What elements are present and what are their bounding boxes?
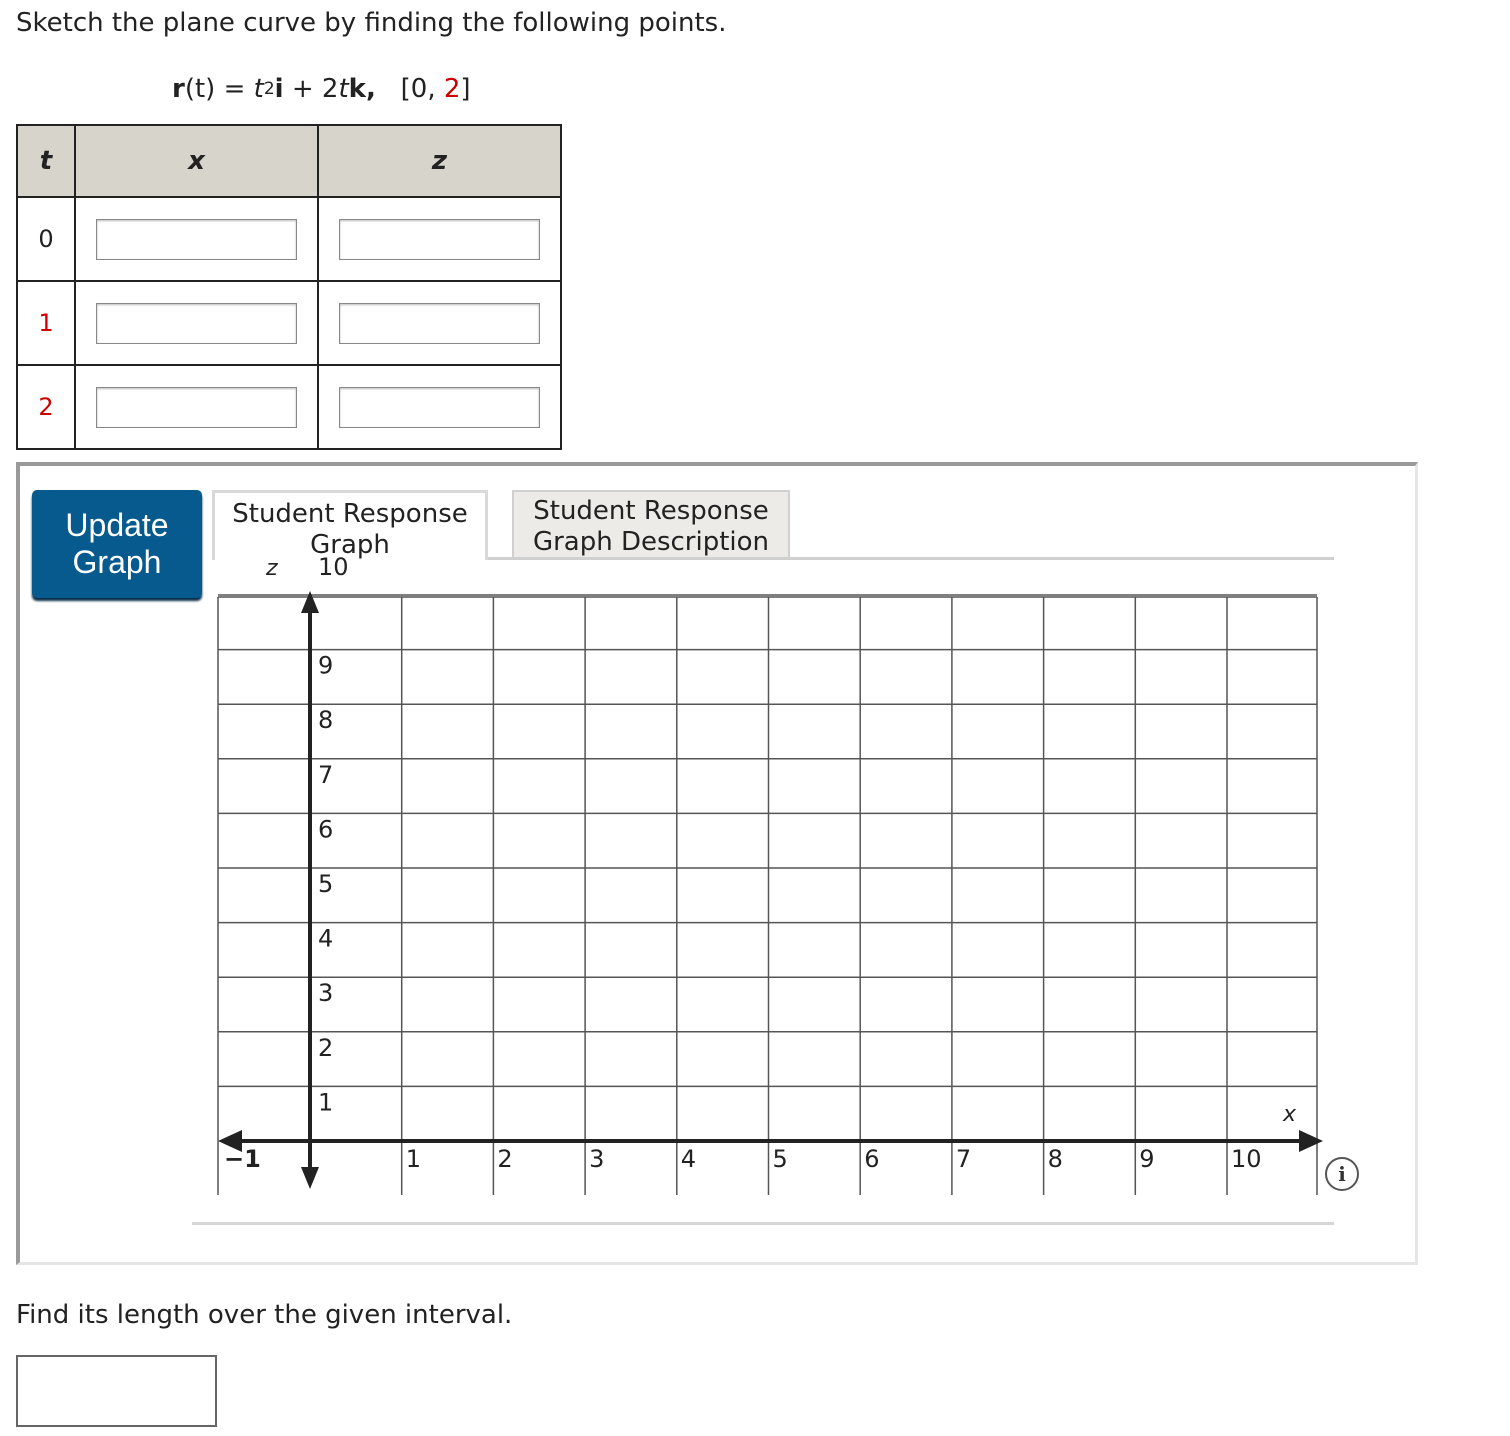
table-row [17,197,561,281]
tab-divider [488,557,1334,560]
x-tick-label: 2 [497,1145,513,1173]
length-question: Find its length over the given interval. [16,1300,513,1330]
z-tick-label: 3 [318,979,334,1008]
z-tick-label: 6 [318,815,334,844]
table-row [17,281,561,365]
z-tick-label: 8 [318,706,334,735]
x-tick-label: 10 [1231,1145,1262,1173]
z-tick-label: 9 [318,651,334,680]
x-tick-label: 3 [589,1145,605,1173]
z-axis-label: z [266,556,278,581]
graph-canvas[interactable] [215,553,1325,1200]
x-tick-label: −1 [224,1145,261,1173]
table-header-row [17,125,561,197]
panel-divider [192,1222,1334,1225]
x-tick-label: 9 [1139,1145,1155,1173]
tab-student-response-graph[interactable]: Student Response Graph [212,490,488,560]
tick-labels [224,553,1297,1173]
x-axis-arrow-right [1299,1130,1323,1152]
t-value: 2 [17,365,75,449]
z-tick-label: 7 [318,760,334,789]
prompt-text: Sketch the plane curve by finding the following points. [16,8,727,38]
z-input[interactable] [339,219,540,260]
x-input[interactable] [96,387,297,428]
table-row [17,365,561,449]
x-tick-label: 1 [405,1145,421,1173]
z-tick-label: 10 [318,553,349,581]
x-tick-label: 4 [680,1145,697,1173]
x-input[interactable] [96,303,297,344]
update-graph-button[interactable]: Update Graph [32,490,202,598]
x-input[interactable] [96,219,297,260]
header-x: x [75,125,318,197]
z-tick-label: 1 [318,1088,334,1117]
info-icon[interactable]: i [1325,1157,1359,1191]
z-tick-label: 5 [318,870,334,898]
x-tick-label: 5 [772,1145,788,1173]
z-input[interactable] [339,303,540,344]
tab-graph-description[interactable]: Student Response Graph Description [512,490,790,558]
vector-function: $r(t) = t^2i + 2tk$, [0, 2] [172,74,471,104]
length-input[interactable] [16,1355,217,1427]
axes [218,591,1323,1189]
x-tick-label: 7 [955,1145,972,1173]
x-tick-label: 6 [864,1145,880,1173]
x-axis-label: x [1283,1102,1297,1127]
header-z: z [318,125,561,197]
z-tick-label: 2 [318,1033,334,1062]
grid [218,595,1317,1195]
header-t: t [17,125,75,197]
z-axis-arrow-down [301,1167,319,1189]
z-tick-label: 4 [318,924,334,953]
x-tick-label: 8 [1047,1145,1063,1173]
t-value: 0 [17,197,75,281]
points-table [16,124,562,450]
z-input[interactable] [339,387,540,428]
t-value: 1 [17,281,75,365]
